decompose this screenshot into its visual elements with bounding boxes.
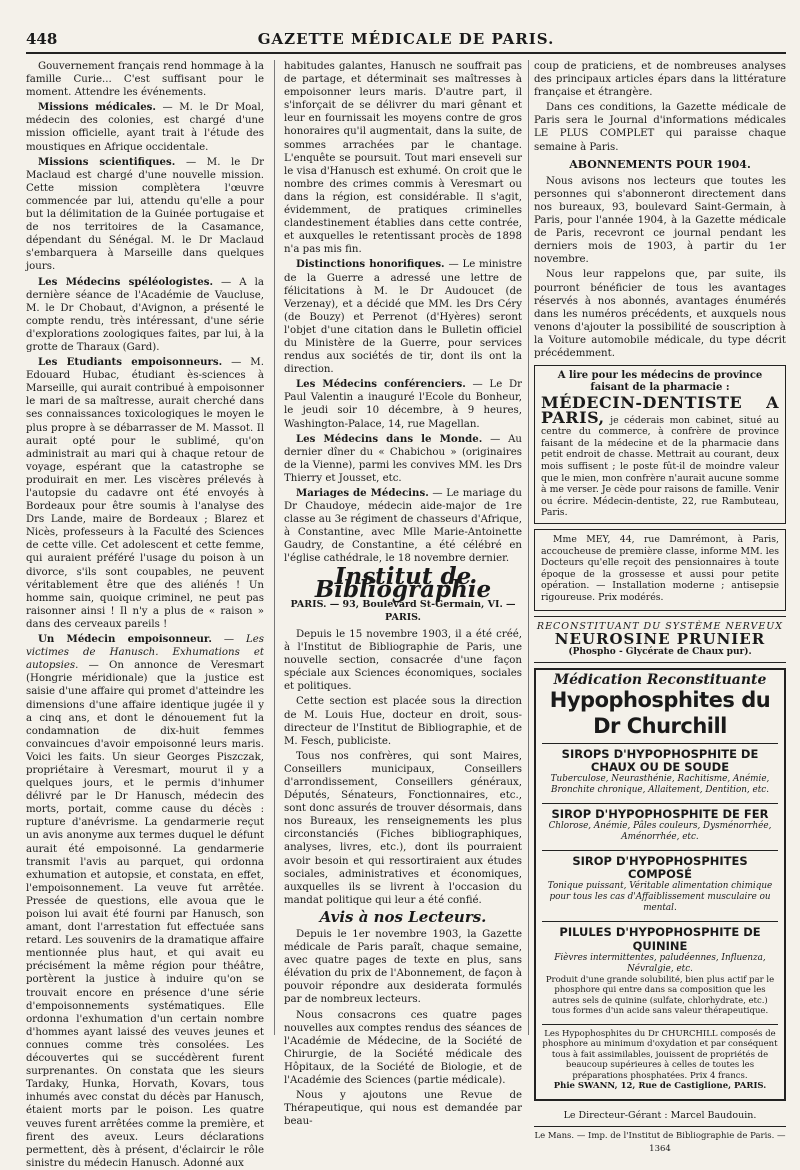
ad-product-title: SIROPS D'HYPOPHOSPHITE DE CHAUX OU DE SOUDE — [561, 746, 759, 775]
bibliographie-paragraph: Depuis le 15 novembre 1903, il a été créé, à l'Institut de Bibliographie de Paris, une nouvelle section, consacrée d'une façon spéciale aux Sciences économiques, sociales et politiques. — [284, 628, 522, 693]
ad-text: je céderais mon cabinet, situé au centre du commerce, à confrère de province faisant de la médecine et de la pharmacie dans petit endroit de chasse. Mettrait au courant, deux mois suffisent ; le poste fût-il de moindre valeur que le mien, mon confrère n'aurait aucune somme à me verser. Je cède pour raisons de famille. Venir ou écrire. Médecin-dentiste, 22, rue Rambuteau, Paris. — [541, 414, 779, 519]
bibliographie-paragraph: Tous nos confrères, qui sont Maires, Conseillers municipaux, Conseillers d'arrondissement, Conseillers généraux, Députés, Sénateurs, Fonctionnaires, etc., sont donc assurés de trouver désormais, dans nos Bureaux, les renseignements les plus circonstanciés (Fiches bibliographiques, analyses, livres, etc.), dont ils pourraient avoir besoin et qui ressortiraient aux études sociales, administratives et économiques, auxquelles ils se livrent à l'occasion du mandat politique qui leur a été confié. — [284, 750, 522, 906]
section-title-avis: Avis à nos Lecteurs. — [319, 907, 487, 926]
article-text: — M. le Dr Maclaud est chargé d'une nouvelle mission. Cette mission complètera l'œuvre commencée par lui, attendu qu'elle a pour but la délimitation de la Guinée portugaise et de nos territoires de la Casamance, dépendant du Sénégal. M. le Dr Maclaud s'embarquera à Marseille dans quelques jours. — [26, 156, 264, 273]
column-left — [26, 60, 264, 1169]
printer-imprint: Le Mans. — Imp. de l'Institut de Bibliographie de Paris. — 1364 — [534, 1126, 786, 1156]
section-title-abonnements: ABONNEMENTS POUR 1904. — [569, 157, 751, 171]
ad-text: Mme MEY, 44, rue Damrémont, à Paris, accoucheuse de première classe, informe MM. les Docteurs qu'elle reçoit des pensionnaires à toute époque de la grossesse et aussi pour petite opération. — Installation moderne ; antisepsie rigoureuse. Prix modérés. — [541, 534, 779, 603]
dentist-classified-ad — [534, 365, 786, 524]
ad-pharmacy: Phie SWANN, 12, Rue de Castiglione, PARIS. — [553, 1081, 767, 1092]
article-text: — A la dernière séance de l'Académie de Vaucluse, M. le Dr Chobaut, d'Avignon, a présenté le compte rendu, très intéressant, d'une série d'explorations zoologiques faites, par lui, à la grotte de Tharaux (Gard). — [26, 276, 264, 353]
ad-product-text: Tonique puissant, Véritable alimentation chimique pour tous les cas d'Affaiblissement musculaire ou mental. — [547, 881, 773, 914]
ad-product-title: SIROP D'HYPOPHOSPHITE DE FER — [551, 807, 769, 822]
ad-product-name: NEUROSINE PRUNIER — [554, 629, 766, 648]
abonnements-paragraph: Nous leur rappelons que, par suite, ils pourront bénéficier de tous les avantages réservés à nos abonnés, avantages énumérés dans les numéros précédents, et auxquels nous venons d'ajouter la possibilité de souscription à la Voiture automobile médicale, du type décrit précédemment. — [534, 269, 786, 359]
ad-tagline: RECONSTITUANT DU SYSTÈME NERVEUX — [536, 620, 784, 632]
ad-product-subtitle: (Phospho - Glycérate de Chaux pur). — [568, 646, 752, 657]
article-speleologistes — [26, 276, 264, 355]
ad-product-title: PILULES D'HYPOPHOSPHITE DE QUININE — [559, 925, 761, 953]
article-heading: Les Médecins conférenciers. — [296, 378, 466, 391]
article-text: — Au dernier dîner du « Chabichou » (originaires de la Vienne), parmi les convives MM. les Drs Thierry et Jousset, etc. — [284, 433, 522, 484]
gazette-paragraph: Dans ces conditions, la Gazette médicale de Paris sera le Journal d'informations médicales LE PLUS COMPLET qui paraisse chaque semaine à Paris. — [534, 102, 786, 153]
newspaper-page — [26, 30, 786, 1169]
article-heading: Un Médecin empoisonneur. — [38, 633, 212, 646]
article-heading: Les Médecins spéléologistes. — [38, 275, 213, 288]
article-text: — M. Edouard Hubac, étudiant ès-sciences à Marseille, qui aurait contribué à empoisonner le mari de sa maîtresse, aurait cherché dans ses connaissances toxicologiques le moyen le plus propre à se débarrasser de M. Massot. Il aurait opté pour le sublimé, qu'on administrait au mari qui à chaque retour de voyage, espérant que la catastrophe se produirait en mer. Les viscères prélevés à l'autopsie du cadavre ont été envoyés à Bordeaux pour être soumis à l'analyse des Drs Lande, maire de Bordeaux ; Blarez et Nicès, professeurs à la Faculté des Sciences de cette ville. Cet adolescent et cette femme, qui auraient préféré l'usage du poison à un divorce, s'ils sont coupables, ne peuvent véritablement être que des aliénés ! Un homme sain, quoique criminel, ne peut pas raisonner ainsi ! Il n'y a plus de « raison » dans des cerveaux pareils ! — [26, 357, 264, 630]
ad-product-text: Fièvres intermittentes, paludéennes, Influenza, Névralgie, etc. — [554, 952, 766, 974]
avis-paragraph: Nous y ajoutons une Revue de Thérapeutique, qui nous est demandée par beau- — [284, 1090, 522, 1128]
avis-paragraph: Depuis le 1er novembre 1903, la Gazette médicale de Paris paraît, chaque semaine, avec quatre pages de texte en plus, sans élévation du prix de l'Abonnement, de façon à pouvoir répondre aux desiderata formulés par de nombreux lecteurs. — [284, 929, 522, 1006]
page-number: 448 — [26, 30, 58, 48]
article-heading: Mariages de Médecins. — [296, 487, 429, 499]
ad-product-title: SIROP D'HYPOPHOSPHITES COMPOSÉ — [572, 854, 748, 882]
avis-paragraph: Nous consacrons ces quatre pages nouvelles aux comptes rendus des séances de l'Académie de Médecine, de la Société de Chirurgie, de la Société médicale des Hôpitaux, de la Société de Biologie, et de l'Académie des Sciences (partie médicale). — [284, 1009, 522, 1087]
ad-heading: Médication Reconstituante — [553, 671, 767, 688]
ad-product-text: Chlorose, Anémie, Pâles couleurs, Dysménorrhée, Aménorrhée, etc. — [548, 821, 772, 843]
ad-headline: MÉDECIN-DENTISTE A PARIS, — [541, 393, 779, 427]
article-distinctions — [284, 258, 522, 376]
article-heading: Les Etudiants empoisonneurs. — [38, 356, 223, 369]
article-heading: Les Médecins dans le Monde. — [296, 432, 483, 445]
article-text: — M. le Dr Moal, médecin des colonies, est chargé d'une mission officielle, ayant trait à l'étude des moustiques en Afrique occidentale. — [26, 102, 264, 153]
continued-paragraph: coup de praticiens, et de nombreuses analyses des principaux articles épars dans la littérature française et étrangère. — [534, 61, 786, 99]
journal-title: GAZETTE MÉDICALE DE PARIS. — [257, 30, 555, 48]
ad-footer — [542, 1024, 778, 1095]
director-signature: Le Directeur-Gérant : Marcel Baudouin. — [563, 1109, 757, 1121]
article-mariages — [284, 487, 522, 566]
ad-product-section — [542, 850, 778, 917]
column-middle — [284, 60, 523, 1128]
article-monde — [284, 433, 522, 485]
ad-body — [541, 393, 779, 519]
intro-paragraph: Gouvernement français rend hommage à la famille Curie... C'est suffisant pour le moment. Attendre les événements. — [26, 61, 264, 99]
article-conferenciers — [284, 378, 522, 430]
ad-product-section — [542, 743, 778, 799]
bibliographie-paragraph: Cette section est placée sous la direction de M. Louis Hue, docteur en droit, sous-directeur de l'Institut de Bibliographie, et de M. Fesch, publiciste. — [284, 696, 522, 747]
article-etudiants — [26, 356, 264, 631]
article-text: — On annonce de Veresmart (Hongrie méridionale) que la justice est saisie d'une affaire qui promet d'atteindre les dimensions d'une affaire identique jugée il y a cinq ans, et dont le dénouement fut la condamnation de dix-huit femmes convaincues d'avoir empoisonné leurs maris. Voici les faits. Un sieur Georges Piszczak, propriétaire à Veresmart, mourut il y a quelques jours, et le permis d'inhumer délivré par le Dr Hanusch, médecin des morts, portait, comme cause du décès : rupture d'anévrisme. La gendarmerie reçut un avis anonyme aux termes duquel le défunt aurait été empoisonné. La gendarmerie transmit l'avis au parquet, qui ordonna exhumation et autopsie, et constata, en effet, l'empoisonnement. La veuve fut arrêtée. Pressée de questions, elle avoua que le poison lui avait été fourni par Hanusch, son amant, dont l'arrestation fut effectuée sans retard. Les souvenirs de la dramatique affaire mentionnée plus haut, et qui avait eu précisément la même région pour théâtre, portèrent la justice à induire qu'on se trouvait encore en présence d'une série d'empoisonnements systématiques. Elle ordonna l'exhumation d'un certain nombre d'hommes ayant laissé des veuves jeunes et connues comme très consolées. Les découvertes qui se succédèrent furent surprenantes. On constata que les sieurs Tardaky, Hunka, Horvath, Kovars, tous inhumés avec constat du décès par Hanusch, étaient morts par le poison. Les quatre veuves furent arrêtées comme la première, et firent des aveux. Leurs déclarations permettent, dès à présent, d'éclaircir le rôle sinistre du médecin Hanusch. Adonné aux — [26, 660, 264, 1169]
article-empoisonneur — [26, 633, 264, 1170]
column-divider — [528, 60, 529, 1035]
page-header — [26, 30, 786, 54]
ad-product-text: Tuberculose, Neurasthénie, Rachitisme, Anémie, Bronchite chronique, Allaitement, Dentition, etc. — [550, 774, 770, 796]
column-right — [534, 60, 786, 1154]
midwife-classified-ad — [534, 529, 786, 611]
article-subheading: — Les victimes de Hanusch. Exhumations et autopsies. — [26, 634, 264, 672]
article-text: — Le ministre de la Guerre a adressé une lettre de félicitations à M. le Dr Audoucet (de Verzenay), et a décidé que MM. les Drs Céry (de Bouzy) et Perrenot (d'Hyères) seront l'objet d'une citation dans le Bulletin officiel du Ministère de la Guerre, pour services rendus aux sociétés de tir, dont ils ont la direction. — [284, 259, 523, 376]
continued-paragraph: habitudes galantes, Hanusch ne souffrait pas de partage, et déterminait ses maîtresses à empoisonner leurs maris. D'autre part, il s'inforçait de se délivrer du mari gênant et leur en fournissait les moyens contre de gros honoraires qu'il augmentait, dans la suite, de sommes arrachées par le chantage. L'enquête se poursuit. Tout mari enseveli sur le visa d'Hanusch est exhumé. On croit que le nombre des crimes commis à Veresmart ou dans la région, est considérable. Il s'agit, évidemment, de pratiques criminelles clandestinement établies dans cette contrée, et auxquelles le retentissant procès de 1898 n'a pas mis fin. — [284, 61, 522, 256]
churchill-ad — [534, 668, 786, 1101]
column-divider — [274, 60, 275, 1035]
article-text: — Le Dr Paul Valentin a inauguré l'Ecole du Bonheur, le jeudi soir 10 décembre, à 9 heures, Washington-Palace, 14, rue Magellan. — [284, 379, 522, 430]
article-heading: Missions scientifiques. — [38, 155, 176, 168]
ad-product-note: Produit d'une grande solubilité, bien plus actif par le phosphore qui entre dans sa composition que les autres sels de quinine (sulfate, chlorhydrate, etc.) tous formes d'un acide sans valeur thérapeutique. — [545, 974, 775, 1017]
article-heading: Missions médicales. — [38, 101, 156, 114]
columns — [26, 60, 786, 1169]
article-text: — Le mariage du Dr Chaudoye, médecin aide-major de 1re classe au 3e régiment de chasseurs d'Afrique, à Constantine, avec Mlle Marie-Antoinette Gaudry, de Constantine, a été célébré en l'église cathédrale, le 18 novembre dernier. — [284, 488, 522, 565]
abonnements-paragraph: Nous avisons nos lecteurs que toutes les personnes qui s'abonneront directement dans nos bureaux, 93, boulevard Saint-Germain, à Paris, pour l'année 1904, à la Gazette médicale de Paris, recevront ce journal pendant les derniers mois de 1903, à partir du 1er novembre. — [534, 175, 786, 266]
article-missions-scientifiques — [26, 156, 264, 274]
ad-product-section — [542, 803, 778, 846]
section-title-bibliographie: Institut de Bibliographie — [314, 562, 492, 603]
article-heading: Distinctions honorifiques. — [296, 258, 445, 271]
article-missions-medicales — [26, 101, 264, 153]
ad-product-section — [542, 921, 778, 1019]
section-address: PARIS. — 93, Boulevard St-Germain, VI. — PARIS. — [290, 598, 516, 623]
ad-brand: Hypophosphites du Dr Churchill — [549, 687, 771, 738]
ad-title: A lire pour les médecins de province faisant de la pharmacie : — [557, 370, 763, 394]
neurosine-ad — [534, 616, 786, 663]
ad-footer-text: Les Hypophosphites du Dr CHURCHILL composés de phosphore au minimum d'oxydation et par conséquent tous à fait assimilables, jouissent de propriétés de beaucoup supérieures à celles de toutes les préparations phosphatées. Prix 4 francs. — [542, 1028, 778, 1081]
